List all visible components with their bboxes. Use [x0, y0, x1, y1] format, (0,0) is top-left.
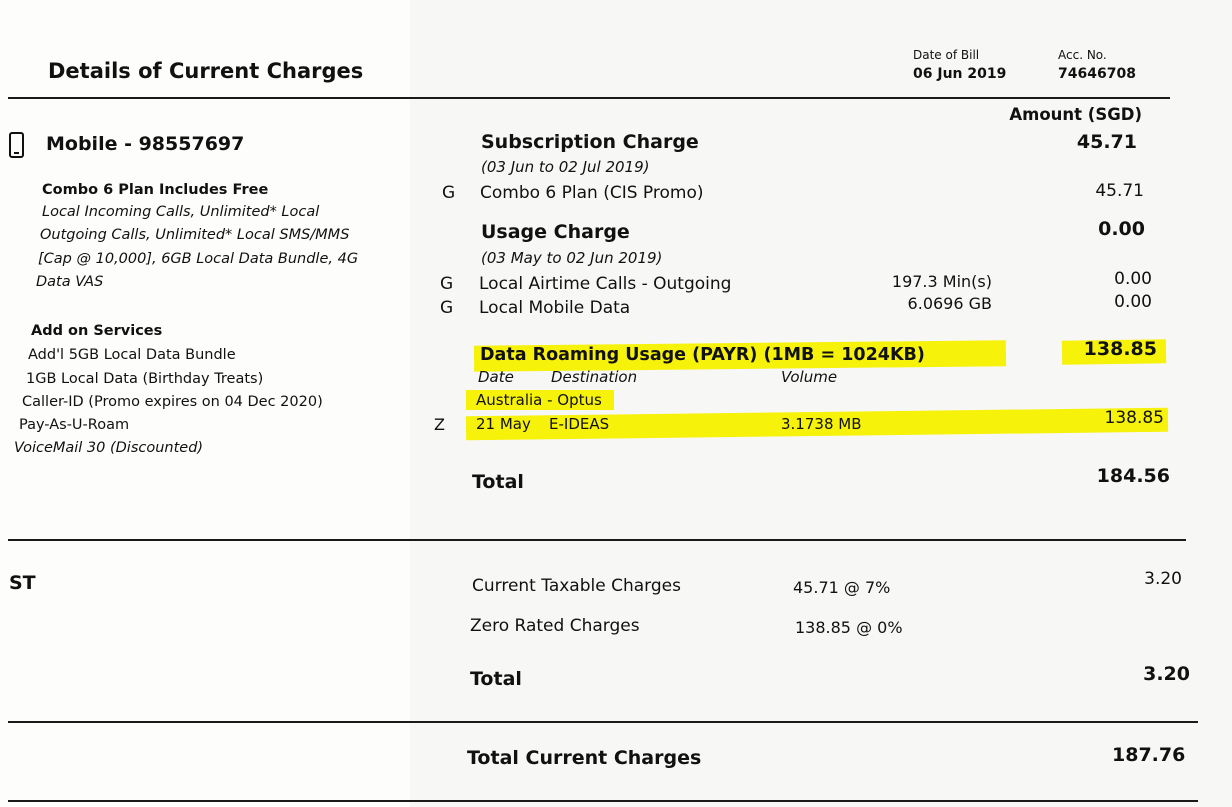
charge-quantity: 6.0696 GB: [907, 294, 992, 313]
plan-includes-title: Combo 6 Plan Includes Free: [42, 182, 269, 198]
date-of-bill-value: 06 Jun 2019: [913, 66, 1007, 82]
total-current-charges-value: 187.76: [1112, 744, 1186, 766]
subscription-period: (03 Jun to 02 Jul 2019): [481, 158, 650, 176]
date-of-bill-label: Date of Bill: [913, 48, 980, 62]
gst-label: ST: [9, 572, 36, 594]
charges-total-label: Total: [472, 471, 524, 493]
charge-code: Z: [434, 415, 445, 434]
account-number-label: Acc. No.: [1058, 48, 1107, 62]
subscription-total: 45.71: [1076, 131, 1137, 153]
addon-line: Caller-ID (Promo expires on 04 Dec 2020): [22, 394, 323, 410]
charge-code: G: [440, 298, 454, 318]
gst-total-value: 3.20: [1143, 663, 1190, 685]
usage-charge-title: Usage Charge: [481, 221, 630, 243]
gst-row-description: Current Taxable Charges: [472, 576, 681, 596]
roaming-volume: 3.1738 MB: [781, 415, 862, 433]
usage-period: (03 May to 02 Jun 2019): [481, 249, 663, 267]
gst-row-description: Zero Rated Charges: [470, 616, 640, 636]
addon-line: Pay-As-U-Roam: [19, 417, 130, 433]
gst-row-amount: 3.20: [1144, 569, 1182, 589]
page-title: Details of Current Charges: [48, 59, 364, 83]
mobile-phone-icon: [9, 132, 24, 158]
roaming-destination: E-IDEAS: [549, 415, 610, 433]
charge-code: G: [442, 183, 456, 203]
roaming-network: Australia - Optus: [476, 391, 602, 409]
section-divider: [8, 721, 1198, 723]
plan-line: Local Incoming Calls, Unlimited* Local: [42, 204, 320, 220]
plan-line: Data VAS: [36, 274, 104, 290]
plan-line: Outgoing Calls, Unlimited* Local SMS/MMS: [40, 227, 350, 243]
charge-description: Combo 6 Plan (CIS Promo): [480, 183, 704, 203]
section-divider: [8, 539, 1186, 541]
charge-amount: 0.00: [1114, 292, 1152, 312]
addon-line: Add'l 5GB Local Data Bundle: [28, 347, 236, 363]
addon-line: VoiceMail 30 (Discounted): [14, 440, 204, 456]
charge-code: G: [440, 274, 454, 294]
column-volume-label: Volume: [781, 368, 838, 386]
addon-services-title: Add on Services: [31, 323, 163, 339]
amount-column-header: Amount (SGD): [1009, 105, 1142, 124]
charges-total-value: 184.56: [1096, 465, 1170, 487]
subscription-charge-title: Subscription Charge: [481, 131, 699, 153]
plan-line: [Cap @ 10,000], 6GB Local Data Bundle, 4G: [38, 251, 359, 267]
gst-total-label: Total: [470, 668, 522, 690]
charge-amount: 0.00: [1114, 269, 1152, 289]
usage-total: 0.00: [1098, 218, 1145, 240]
bottom-divider: [8, 800, 1198, 802]
charge-quantity: 197.3 Min(s): [891, 272, 992, 291]
charge-amount: 138.85: [1104, 408, 1164, 428]
account-number-value: 74646708: [1058, 66, 1136, 82]
gst-row-rate: 138.85 @ 0%: [795, 618, 903, 637]
roaming-date: 21 May: [476, 415, 531, 433]
column-date-label: Date: [478, 368, 514, 386]
data-roaming-title: Data Roaming Usage (PAYR) (1MB = 1024KB): [480, 345, 925, 365]
mobile-number-heading: Mobile - 98557697: [46, 133, 245, 155]
charge-description: Local Mobile Data: [479, 298, 631, 318]
gst-row-rate: 45.71 @ 7%: [793, 578, 891, 597]
charge-description: Local Airtime Calls - Outgoing: [479, 274, 732, 294]
charge-amount: 45.71: [1095, 181, 1144, 201]
total-current-charges-label: Total Current Charges: [467, 747, 702, 769]
column-destination-label: Destination: [551, 368, 638, 386]
data-roaming-total: 138.85: [1083, 338, 1157, 360]
addon-line: 1GB Local Data (Birthday Treats): [26, 371, 264, 387]
header-divider: [8, 97, 1170, 99]
